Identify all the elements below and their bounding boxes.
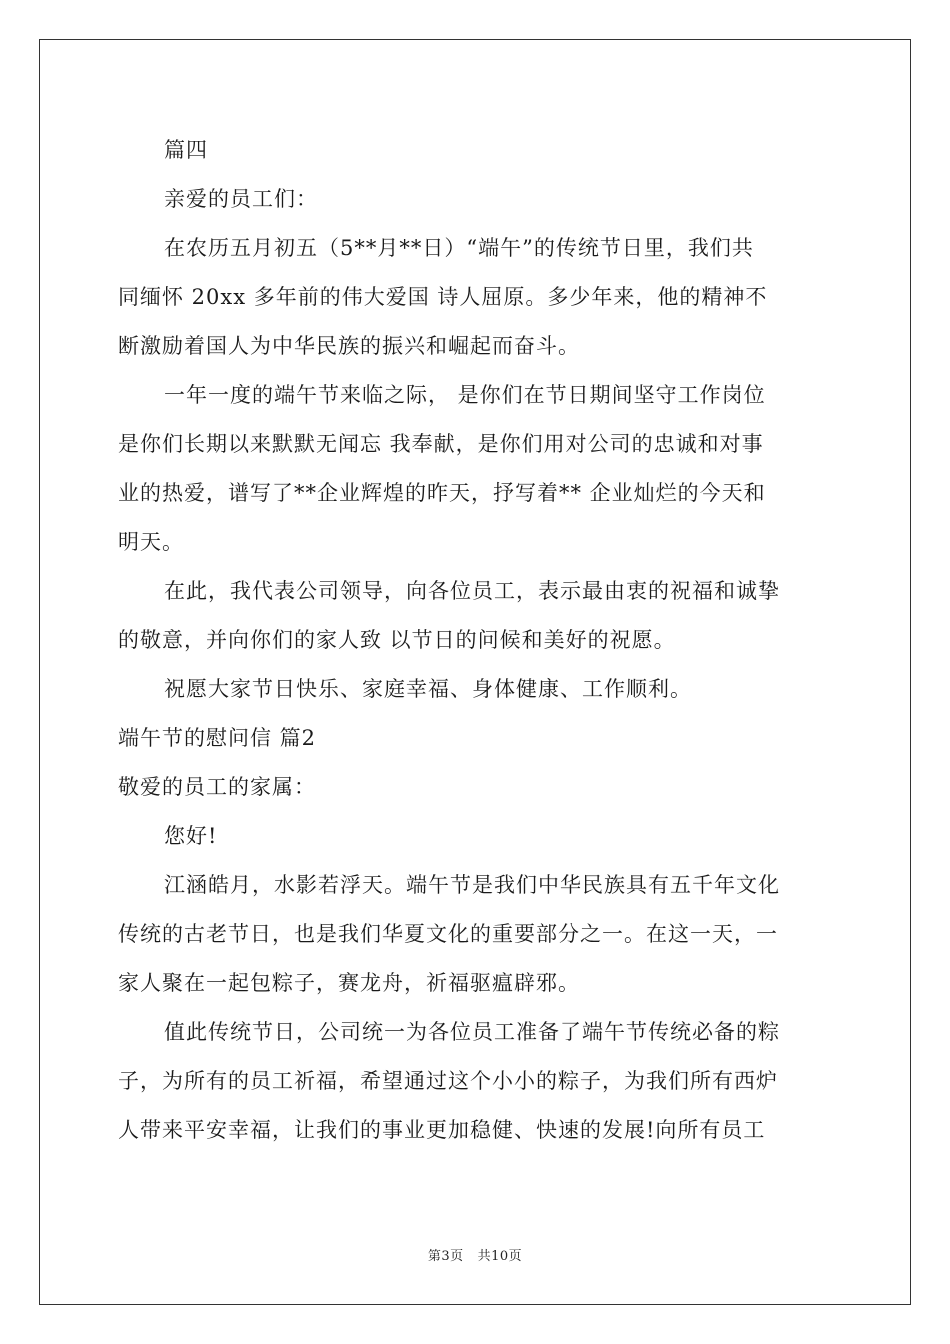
text-line: 同缅怀 20xx 多年前的伟大爱国 诗人屈原。多少年来，他的精神不: [118, 285, 768, 309]
page-footer: [0, 1245, 950, 1264]
text-line: 江涵皓月，水影若浮天。端午节是我们中华民族具有五千年文化: [164, 873, 780, 897]
text-line: 明天。: [118, 530, 184, 554]
text-line: 的敬意，并向你们的家人致 以节日的问候和美好的祝愿。: [118, 628, 676, 652]
text-line: 一年一度的端午节来临之际， 是你们在节日期间坚守工作岗位: [164, 383, 766, 407]
text-line: 值此传统节日，公司统一为各位员工准备了端午节传统必备的粽: [164, 1020, 780, 1044]
text-line: 子，为所有的员工祈福，希望通过这个小小的粽子，为我们所有西炉: [118, 1069, 778, 1093]
salutation: 敬爱的员工的家属：: [118, 775, 316, 799]
text-line: 亲爱的员工们：: [164, 187, 318, 211]
text-line: 篇四: [164, 138, 208, 162]
text-line: 断激励着国人为中华民族的振兴和崛起而奋斗。: [118, 334, 580, 358]
section-heading: 端午节的慰问信 篇2: [118, 726, 317, 750]
text-line: 家人聚在一起包粽子，赛龙舟，祈福驱瘟辟邪。: [118, 971, 580, 995]
text-line: 传统的古老节日，也是我们华夏文化的重要部分之一。在这一天，一: [118, 922, 778, 946]
text-line: 业的热爱，谱写了**企业辉煌的昨天，抒写着** 企业灿烂的今天和: [118, 481, 766, 505]
document-body: [118, 126, 832, 1155]
greeting: 您好!: [164, 824, 218, 848]
text-line: 人带来平安幸福，让我们的事业更加稳健、快速的发展!向所有员工: [118, 1118, 766, 1142]
page-number: 第3页: [427, 1249, 464, 1264]
page-total: 共10页: [477, 1249, 523, 1264]
text-line: 是你们长期以来默默无闻忘 我奉献，是你们用对公司的忠诚和对事: [118, 432, 764, 456]
text-line: 祝愿大家节日快乐、家庭幸福、身体健康、工作顺利。: [164, 677, 692, 701]
text-line: 在此，我代表公司领导，向各位员工，表示最由衷的祝福和诚挚: [164, 579, 780, 603]
text-line: 在农历五月初五（5**月**日）“端午”的传统节日里，我们共: [164, 236, 754, 260]
